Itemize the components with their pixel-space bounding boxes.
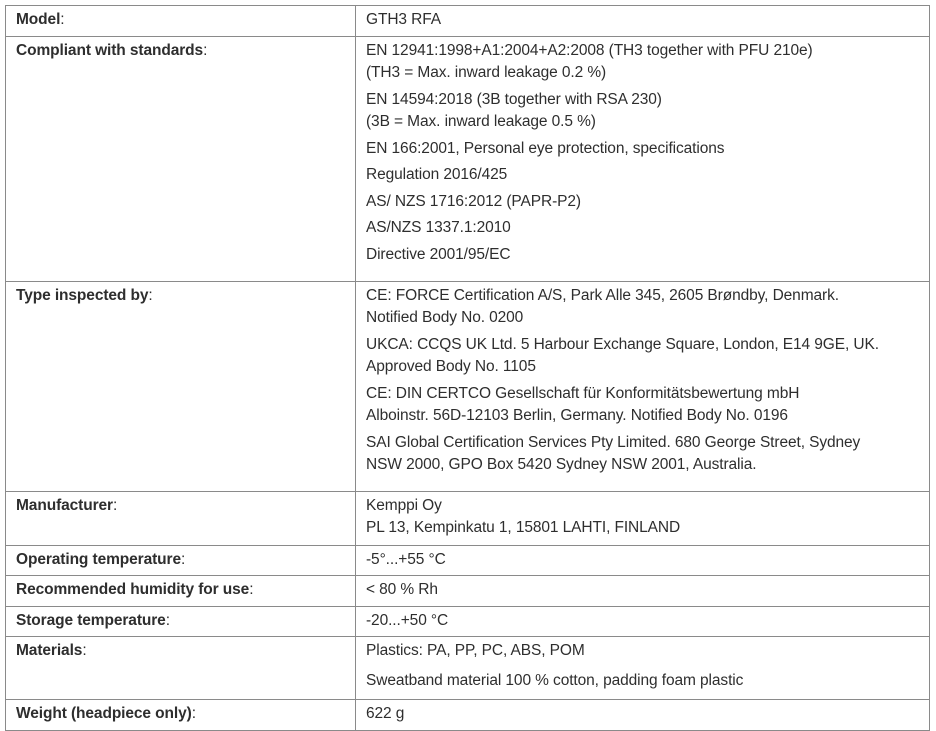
value-text: Sweatband material 100 % cotton, padding foam plastic — [366, 671, 744, 689]
label-cell — [6, 491, 356, 545]
row-model — [6, 6, 930, 37]
row-recommended-humidity — [6, 576, 930, 607]
row-label: Recommended humidity for use: — [16, 581, 254, 598]
standard-entry — [366, 161, 919, 188]
value-text: EN 14594:2018 (3B together with RSA 230) — [366, 90, 662, 108]
value-text: -5°...+55 °C — [366, 550, 446, 568]
value-text: NSW 2000, GPO Box 5420 Sydney NSW 2001, Australia. — [366, 456, 757, 473]
value-entry — [366, 492, 919, 542]
row-storage-temperature — [6, 606, 930, 637]
value-cell — [356, 700, 930, 731]
label-cell — [6, 637, 356, 700]
value-text: Notified Body No. 0200 — [366, 309, 524, 326]
label-cell — [6, 36, 356, 281]
specifications-table — [5, 5, 930, 731]
row-label: Operating temperature: — [16, 550, 186, 568]
value-entry — [366, 700, 919, 728]
label-cell — [6, 576, 356, 607]
value-entry — [366, 576, 919, 604]
inspector-entry — [366, 380, 919, 429]
value-text: Kemppi Oy — [366, 496, 442, 514]
value-text: < 80 % Rh — [366, 581, 438, 598]
label-cell — [6, 281, 356, 491]
value-text: UKCA: CCQS UK Ltd. 5 Harbour Exchange Square, London, E14 9GE, UK. — [366, 335, 879, 353]
row-label: Manufacturer: — [16, 496, 118, 514]
row-label: Type inspected by: — [16, 286, 153, 304]
value-cell — [356, 281, 930, 491]
row-label: Compliant with standards: — [16, 41, 208, 59]
label-cell — [6, 545, 356, 576]
row-compliant-with-standards — [6, 36, 930, 281]
value-text: Regulation 2016/425 — [366, 166, 508, 183]
value-cell — [356, 606, 930, 637]
material-entry — [366, 637, 919, 667]
value-text: -20...+50 °C — [366, 611, 449, 629]
value-text: 622 g — [366, 705, 405, 722]
value-cell — [356, 36, 930, 281]
value-cell — [356, 491, 930, 545]
row-label: Materials: — [16, 642, 87, 659]
value-entry — [366, 546, 919, 574]
value-cell — [356, 545, 930, 576]
value-text: Directive 2001/95/EC — [366, 245, 511, 263]
label-cell — [6, 700, 356, 731]
inspector-entry — [366, 282, 919, 331]
inspector-entry — [366, 429, 919, 478]
standard-entry — [366, 188, 919, 215]
row-operating-temperature — [6, 545, 930, 576]
value-entry — [366, 607, 919, 635]
row-label: Weight (headpiece only): — [16, 705, 196, 722]
row-type-inspected-by — [6, 281, 930, 491]
value-text: SAI Global Certification Services Pty Limited. 680 George Street, Sydney — [366, 433, 861, 451]
row-weight — [6, 700, 930, 731]
value-cell — [356, 637, 930, 700]
row-label: Storage temperature: — [16, 611, 170, 629]
value-text: GTH3 RFA — [366, 11, 441, 28]
value-text: (3B = Max. inward leakage 0.5 %) — [366, 113, 596, 130]
value-cell — [356, 6, 930, 37]
inspector-entry — [366, 331, 919, 380]
material-entry — [366, 667, 919, 697]
value-text: PL 13, Kempinkatu 1, 15801 LAHTI, FINLAND — [366, 519, 681, 536]
value-text: AS/ NZS 1716:2012 (PAPR-P2) — [366, 192, 581, 210]
label-cell — [6, 606, 356, 637]
standard-entry — [366, 135, 919, 162]
value-text: CE: FORCE Certification A/S, Park Alle 345, 2605 Brøndby, Denmark. — [366, 286, 839, 304]
value-text: CE: DIN CERTCO Gesellschaft für Konformitätsbewertung mbH — [366, 384, 800, 402]
value-text: AS/NZS 1337.1:2010 — [366, 219, 511, 236]
value-text: Plastics: PA, PP, PC, ABS, POM — [366, 642, 585, 659]
value-text: (TH3 = Max. inward leakage 0.2 %) — [366, 64, 607, 81]
row-manufacturer — [6, 491, 930, 545]
value-text: Approved Body No. 1105 — [366, 358, 536, 375]
standard-entry — [366, 37, 919, 86]
value-text: Alboinstr. 56D-12103 Berlin, Germany. Notified Body No. 0196 — [366, 407, 788, 424]
standard-entry — [366, 241, 919, 268]
standard-entry — [366, 86, 919, 135]
row-materials — [6, 637, 930, 700]
value-cell — [356, 576, 930, 607]
row-label: Model: — [16, 11, 65, 28]
standard-entry — [366, 214, 919, 241]
value-entry — [366, 6, 919, 34]
value-text: EN 166:2001, Personal eye protection, specifications — [366, 139, 725, 157]
label-cell — [6, 6, 356, 37]
value-text: EN 12941:1998+A1:2004+A2:2008 (TH3 together with PFU 210e) — [366, 41, 813, 59]
